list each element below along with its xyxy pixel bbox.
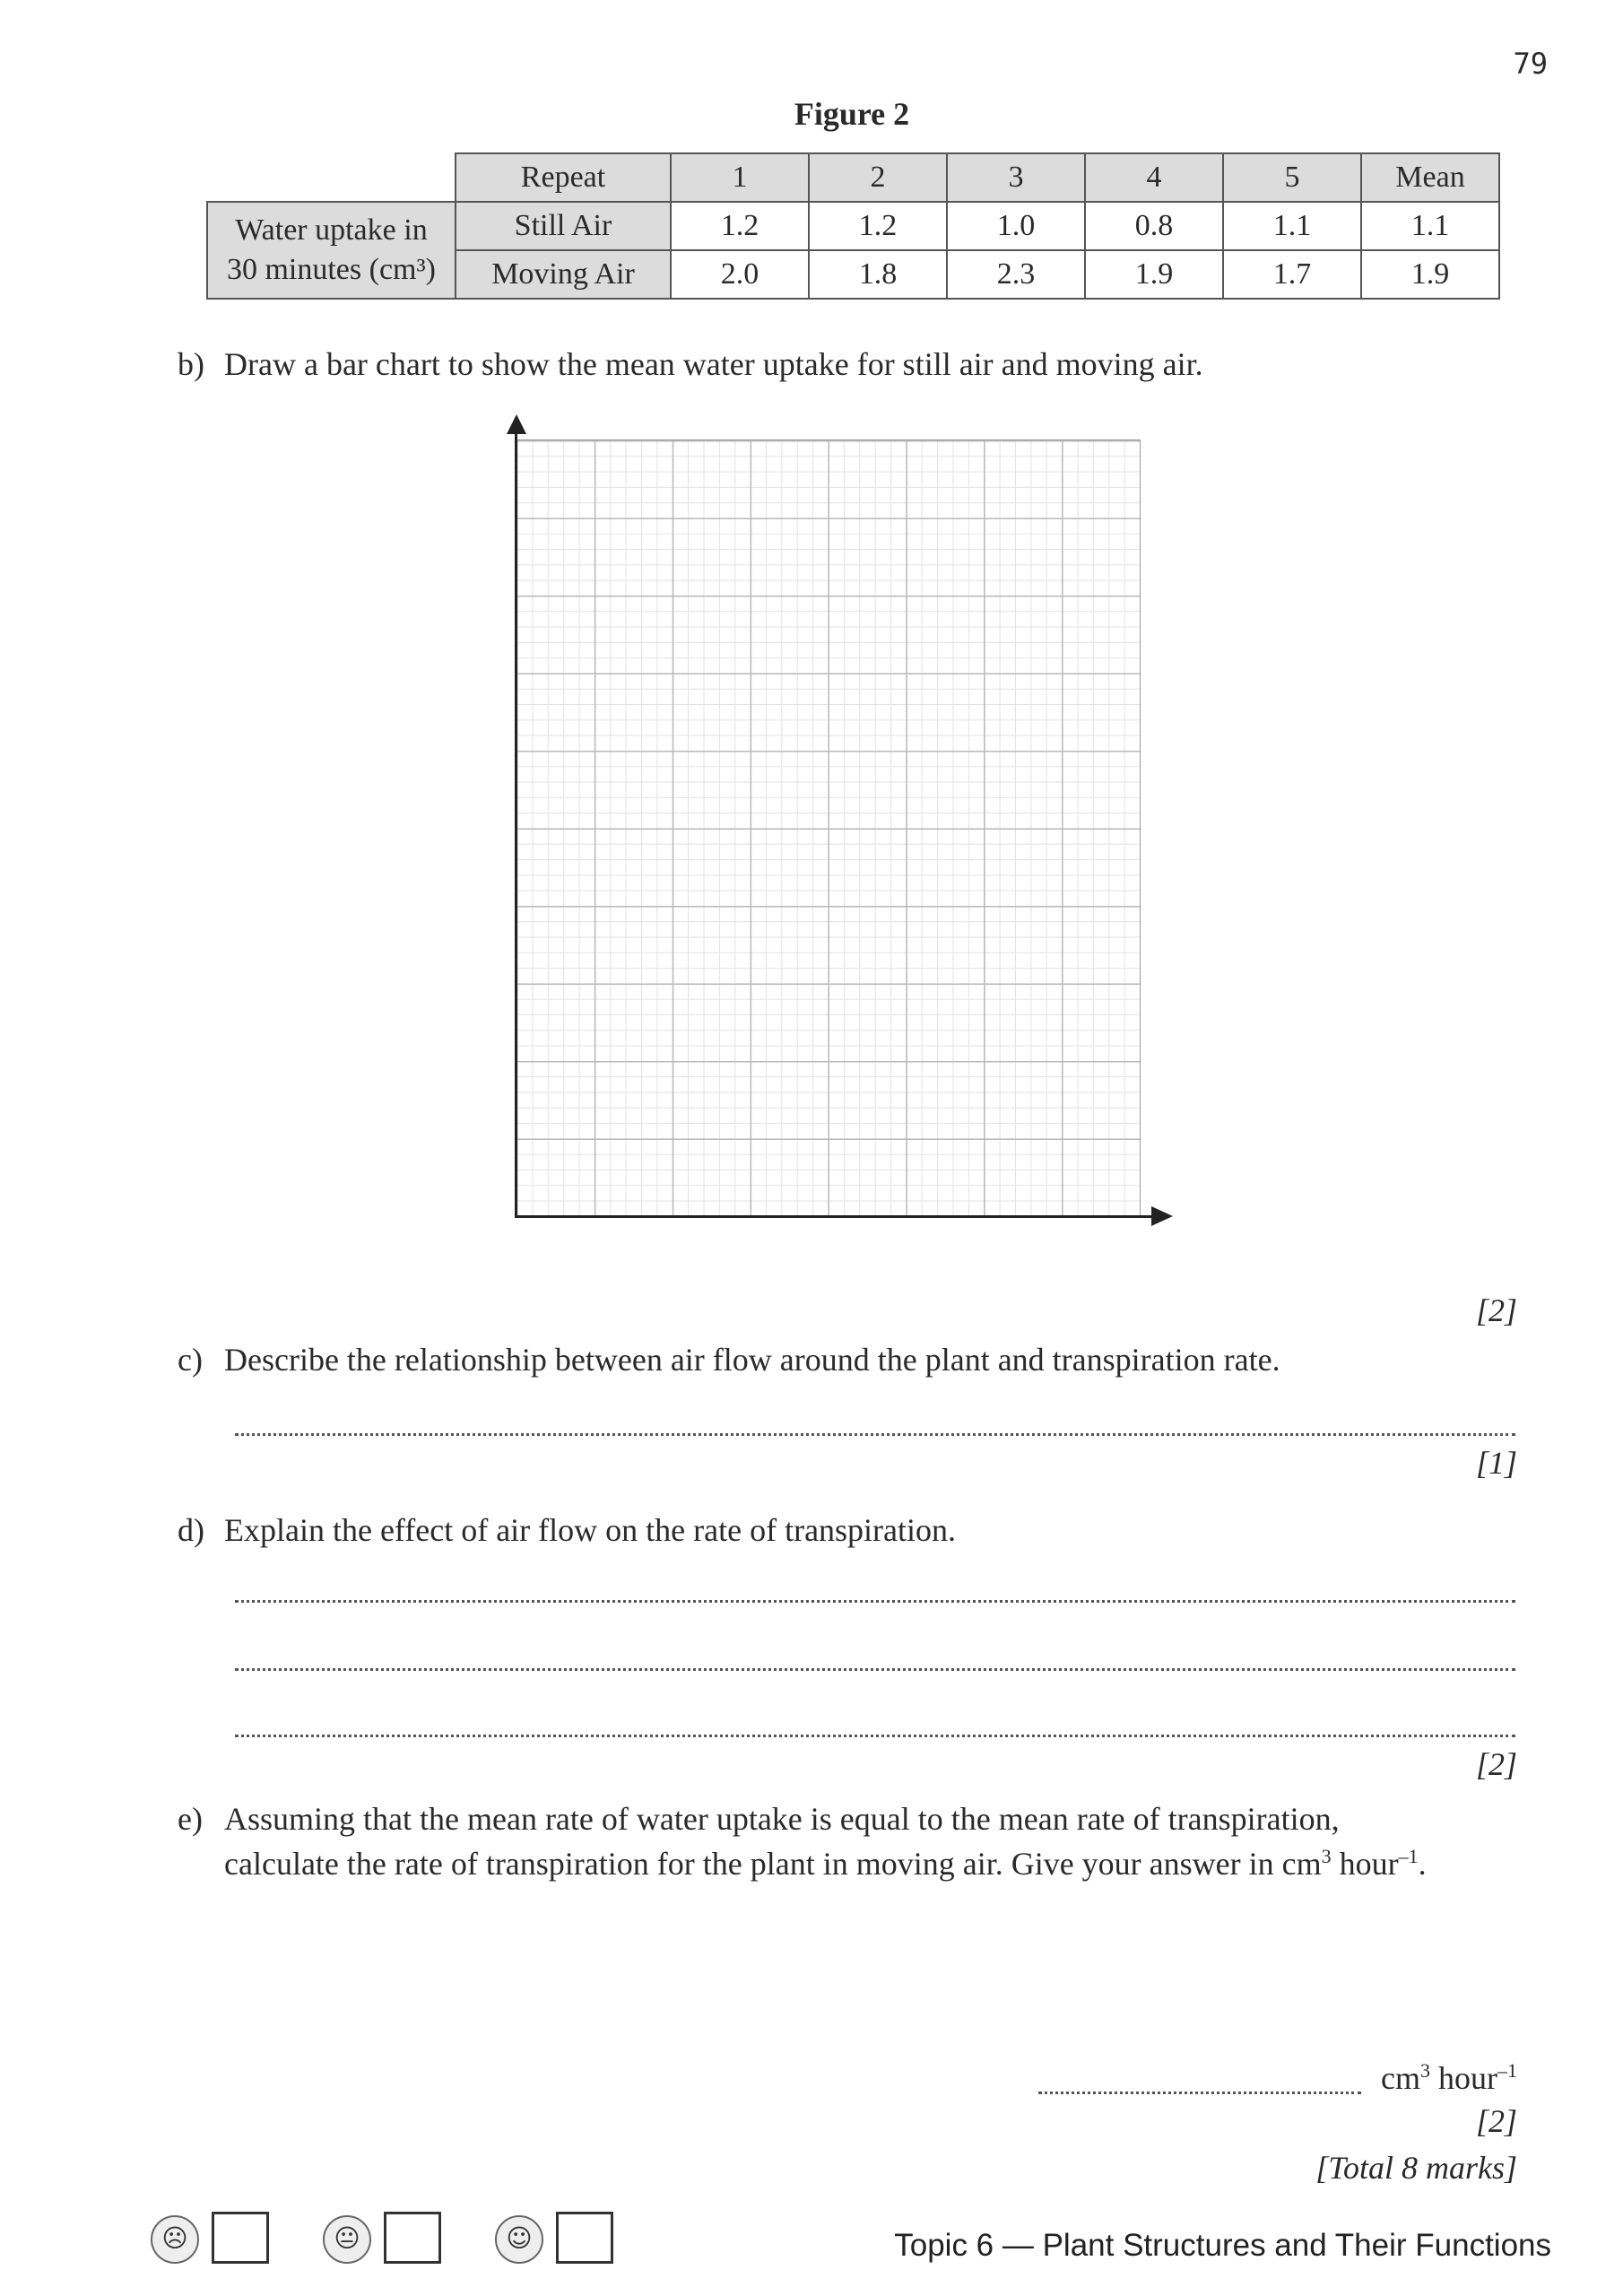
superscript: –1 [1497,2059,1517,2082]
answer-line[interactable] [1038,2092,1361,2094]
table-cell: 2.0 [671,250,809,299]
footer-topic: Topic 6 — Plant Structures and Their Functions [894,2228,1551,2263]
table-cell: 1.8 [809,250,947,299]
question-c-label: c) [178,1342,203,1378]
page-number: 79 [1513,47,1548,81]
question-c-text: Describe the relationship between air flow around the plant and transpiration rate. [224,1342,1280,1378]
marks-e: [2] [1475,2103,1517,2139]
question-b-label: b) [178,346,204,382]
table-cell: 1.7 [1223,250,1361,299]
question-b [178,344,1523,389]
table-cell: 1.2 [671,202,809,250]
sad-face-icon: ☹ [151,2215,199,2264]
table-row [207,202,1499,250]
table-header-cell: 3 [947,153,1085,202]
total-marks: [Total 8 marks] [1315,2150,1517,2186]
superscript: 3 [1420,2059,1430,2082]
answer-line[interactable] [235,1668,1515,1671]
question-b-text: Draw a bar chart to show the mean water uptake for still air and moving air. [224,346,1203,382]
neutral-face-icon: 😐 [323,2215,371,2264]
question-d [178,1510,1523,1555]
table-cell: 1.1 [1223,202,1361,250]
table-cell: 2.3 [947,250,1085,299]
marks-c: [1] [1475,1445,1517,1481]
question-e-line2-text: calculate the rate of transpiration for the plant in moving air. Give your answer in cm [224,1846,1322,1882]
unit-text: hour [1331,1846,1399,1882]
superscript: –1 [1398,1845,1419,1867]
marks-b: [2] [1475,1292,1517,1328]
x-axis [515,1215,1153,1218]
table-header-cell: 2 [809,153,947,202]
table-cell: 1.9 [1361,250,1499,299]
unit-hour: hour [1430,2060,1497,2096]
table-cell: 0.8 [1085,202,1223,250]
unit-cm: cm [1381,2060,1420,2096]
table-header-cell: 5 [1223,153,1361,202]
neutral-checkbox[interactable] [384,2212,441,2264]
table-header-cell: Mean [1361,153,1499,202]
y-axis-arrow-icon [507,414,526,434]
question-e-line2 [224,1837,1427,1883]
answer-line[interactable] [235,1600,1515,1603]
table-row-header [207,202,456,299]
question-d-text: Explain the effect of air flow on the rate of transpiration. [224,1512,957,1548]
table-cell: Moving Air [456,250,671,299]
question-e-label: e) [178,1801,203,1837]
table-cell: Still Air [456,202,671,250]
table-header-cell: 4 [1085,153,1223,202]
table-cell: 1.1 [1361,202,1499,250]
x-axis-arrow-icon [1151,1206,1173,1226]
figure-title: Figure 2 [794,96,910,132]
table-header-cell: Repeat [456,153,671,202]
superscript: 3 [1321,1845,1332,1867]
question-e [178,1799,1523,1885]
table-corner [207,153,456,202]
row-header-line1: Water uptake in [235,213,428,247]
happy-face-icon: ☺ [495,2215,543,2264]
answer-line[interactable] [235,1735,1515,1737]
row-header-line2: 30 minutes (cm³) [226,253,437,286]
question-d-label: d) [178,1512,204,1548]
table-cell: 1.0 [947,202,1085,250]
happy-checkbox[interactable] [556,2212,613,2264]
data-table-wrapper [206,152,1500,300]
question-c [178,1340,1523,1385]
table-header-cell: 1 [671,153,809,202]
marks-d: [2] [1475,1746,1517,1782]
graph-paper[interactable] [516,439,1141,1217]
question-e-line1: Assuming that the mean rate of water uptake is equal to the mean rate of transpiration, [224,1801,1340,1837]
period: . [1418,1846,1427,1882]
table-cell: 1.9 [1085,250,1223,299]
y-axis [515,429,517,1218]
data-table [206,152,1500,300]
table-header-row [207,153,1499,202]
answer-units [1381,2059,1517,2097]
table-cell: 1.2 [809,202,947,250]
answer-line[interactable] [235,1433,1515,1436]
sad-checkbox[interactable] [212,2212,269,2264]
